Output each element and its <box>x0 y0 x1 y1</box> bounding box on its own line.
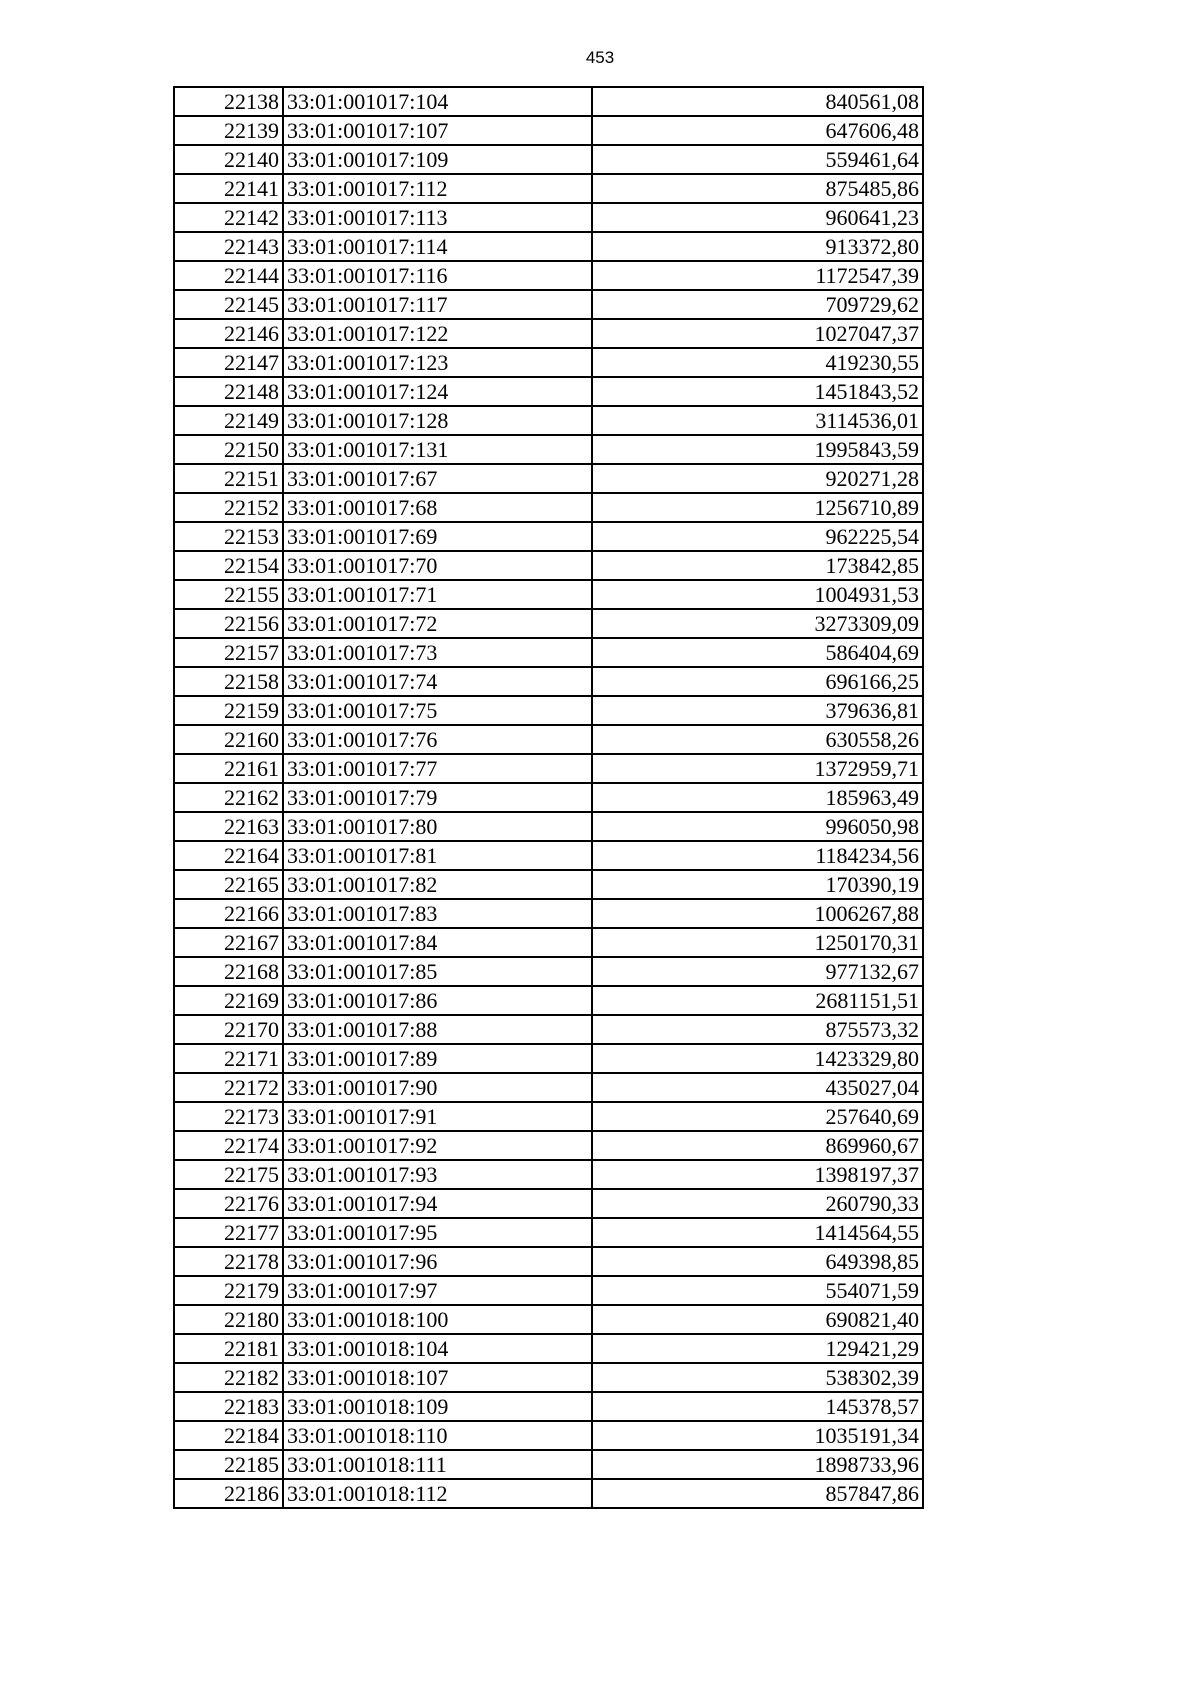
row-number-cell: 22152 <box>174 493 283 522</box>
row-number-cell: 22167 <box>174 928 283 957</box>
cadastral-number-cell: 33:01:001017:116 <box>283 261 592 290</box>
row-number-cell: 22179 <box>174 1276 283 1305</box>
row-number-cell: 22158 <box>174 667 283 696</box>
cadastral-value-cell: 1414564,55 <box>592 1218 923 1247</box>
page-number: 453 <box>585 48 615 67</box>
cadastral-value-cell: 920271,28 <box>592 464 923 493</box>
table-row <box>174 1334 923 1363</box>
cadastral-value-cell: 554071,59 <box>592 1276 923 1305</box>
cadastral-number-cell: 33:01:001017:109 <box>283 145 592 174</box>
cadastral-number-cell: 33:01:001017:94 <box>283 1189 592 1218</box>
table-row <box>174 667 923 696</box>
cadastral-value-cell: 257640,69 <box>592 1102 923 1131</box>
cadastral-value-cell: 1027047,37 <box>592 319 923 348</box>
row-number-cell: 22144 <box>174 261 283 290</box>
cadastral-value-cell: 379636,81 <box>592 696 923 725</box>
cadastral-number-cell: 33:01:001017:80 <box>283 812 592 841</box>
cadastral-number-cell: 33:01:001017:131 <box>283 435 592 464</box>
table-row <box>174 435 923 464</box>
cadastral-value-cell: 996050,98 <box>592 812 923 841</box>
table-row <box>174 1421 923 1450</box>
table-row <box>174 609 923 638</box>
table-row <box>174 551 923 580</box>
table-row <box>174 406 923 435</box>
row-number-cell: 22145 <box>174 290 283 319</box>
cadastral-number-cell: 33:01:001017:114 <box>283 232 592 261</box>
cadastral-value-table <box>173 86 924 1509</box>
row-number-cell: 22177 <box>174 1218 283 1247</box>
row-number-cell: 22180 <box>174 1305 283 1334</box>
cadastral-number-cell: 33:01:001017:74 <box>283 667 592 696</box>
cadastral-value-cell: 1398197,37 <box>592 1160 923 1189</box>
row-number-cell: 22161 <box>174 754 283 783</box>
cadastral-value-cell: 129421,29 <box>592 1334 923 1363</box>
table-row <box>174 1392 923 1421</box>
row-number-cell: 22165 <box>174 870 283 899</box>
cadastral-value-cell: 709729,62 <box>592 290 923 319</box>
row-number-cell: 22150 <box>174 435 283 464</box>
cadastral-number-cell: 33:01:001017:79 <box>283 783 592 812</box>
cadastral-value-cell: 1451843,52 <box>592 377 923 406</box>
cadastral-value-cell: 586404,69 <box>592 638 923 667</box>
table-row <box>174 377 923 406</box>
row-number-cell: 22175 <box>174 1160 283 1189</box>
table-row <box>174 638 923 667</box>
cadastral-number-cell: 33:01:001017:81 <box>283 841 592 870</box>
row-number-cell: 22173 <box>174 1102 283 1131</box>
row-number-cell: 22155 <box>174 580 283 609</box>
table-row <box>174 116 923 145</box>
cadastral-value-cell: 1184234,56 <box>592 841 923 870</box>
table-row <box>174 1015 923 1044</box>
cadastral-number-cell: 33:01:001017:71 <box>283 580 592 609</box>
row-number-cell: 22162 <box>174 783 283 812</box>
row-number-cell: 22153 <box>174 522 283 551</box>
cadastral-value-cell: 857847,86 <box>592 1479 923 1508</box>
cadastral-value-cell: 1035191,34 <box>592 1421 923 1450</box>
row-number-cell: 22174 <box>174 1131 283 1160</box>
cadastral-value-cell: 3273309,09 <box>592 609 923 638</box>
cadastral-number-cell: 33:01:001017:107 <box>283 116 592 145</box>
cadastral-number-cell: 33:01:001017:113 <box>283 203 592 232</box>
cadastral-number-cell: 33:01:001017:77 <box>283 754 592 783</box>
cadastral-value-cell: 419230,55 <box>592 348 923 377</box>
table-row <box>174 899 923 928</box>
cadastral-number-cell: 33:01:001017:89 <box>283 1044 592 1073</box>
cadastral-number-cell: 33:01:001017:90 <box>283 1073 592 1102</box>
cadastral-value-cell: 647606,48 <box>592 116 923 145</box>
table-row <box>174 841 923 870</box>
row-number-cell: 22164 <box>174 841 283 870</box>
row-number-cell: 22142 <box>174 203 283 232</box>
row-number-cell: 22172 <box>174 1073 283 1102</box>
table-row <box>174 1102 923 1131</box>
row-number-cell: 22171 <box>174 1044 283 1073</box>
cadastral-number-cell: 33:01:001017:70 <box>283 551 592 580</box>
row-number-cell: 22141 <box>174 174 283 203</box>
cadastral-value-cell: 977132,67 <box>592 957 923 986</box>
row-number-cell: 22176 <box>174 1189 283 1218</box>
cadastral-number-cell: 33:01:001017:86 <box>283 986 592 1015</box>
table-row <box>174 1131 923 1160</box>
table-row <box>174 986 923 1015</box>
cadastral-number-cell: 33:01:001018:112 <box>283 1479 592 1508</box>
table-row <box>174 464 923 493</box>
row-number-cell: 22186 <box>174 1479 283 1508</box>
table-row <box>174 145 923 174</box>
cadastral-number-cell: 33:01:001017:67 <box>283 464 592 493</box>
cadastral-value-cell: 260790,33 <box>592 1189 923 1218</box>
cadastral-number-cell: 33:01:001017:82 <box>283 870 592 899</box>
cadastral-value-cell: 1898733,96 <box>592 1450 923 1479</box>
row-number-cell: 22170 <box>174 1015 283 1044</box>
table-row <box>174 696 923 725</box>
cadastral-value-cell: 630558,26 <box>592 725 923 754</box>
row-number-cell: 22163 <box>174 812 283 841</box>
row-number-cell: 22178 <box>174 1247 283 1276</box>
cadastral-number-cell: 33:01:001017:104 <box>283 87 592 116</box>
cadastral-number-cell: 33:01:001018:107 <box>283 1363 592 1392</box>
table-row <box>174 348 923 377</box>
cadastral-number-cell: 33:01:001018:110 <box>283 1421 592 1450</box>
table-row <box>174 1073 923 1102</box>
cadastral-number-cell: 33:01:001017:97 <box>283 1276 592 1305</box>
table-row <box>174 1218 923 1247</box>
cadastral-number-cell: 33:01:001017:92 <box>283 1131 592 1160</box>
table-row <box>174 319 923 348</box>
cadastral-number-cell: 33:01:001017:68 <box>283 493 592 522</box>
row-number-cell: 22182 <box>174 1363 283 1392</box>
cadastral-value-cell: 1004931,53 <box>592 580 923 609</box>
cadastral-value-cell: 1006267,88 <box>592 899 923 928</box>
cadastral-value-cell: 840561,08 <box>592 87 923 116</box>
row-number-cell: 22160 <box>174 725 283 754</box>
table-row <box>174 87 923 116</box>
table-row <box>174 1247 923 1276</box>
table-row <box>174 290 923 319</box>
cadastral-number-cell: 33:01:001017:76 <box>283 725 592 754</box>
cadastral-number-cell: 33:01:001017:117 <box>283 290 592 319</box>
table-row <box>174 1363 923 1392</box>
cadastral-number-cell: 33:01:001018:100 <box>283 1305 592 1334</box>
table-row <box>174 957 923 986</box>
cadastral-number-cell: 33:01:001018:104 <box>283 1334 592 1363</box>
cadastral-value-cell: 962225,54 <box>592 522 923 551</box>
cadastral-value-cell: 185963,49 <box>592 783 923 812</box>
row-number-cell: 22143 <box>174 232 283 261</box>
table-row <box>174 870 923 899</box>
table-row <box>174 1160 923 1189</box>
table-row <box>174 1189 923 1218</box>
table-row <box>174 783 923 812</box>
cadastral-number-cell: 33:01:001017:91 <box>283 1102 592 1131</box>
cadastral-value-cell: 690821,40 <box>592 1305 923 1334</box>
row-number-cell: 22151 <box>174 464 283 493</box>
cadastral-number-cell: 33:01:001017:123 <box>283 348 592 377</box>
cadastral-value-cell: 1372959,71 <box>592 754 923 783</box>
table-row <box>174 1044 923 1073</box>
table-row <box>174 261 923 290</box>
table-row <box>174 493 923 522</box>
cadastral-number-cell: 33:01:001017:75 <box>283 696 592 725</box>
cadastral-number-cell: 33:01:001018:109 <box>283 1392 592 1421</box>
table-row <box>174 174 923 203</box>
table-row <box>174 812 923 841</box>
cadastral-number-cell: 33:01:001017:128 <box>283 406 592 435</box>
table-row <box>174 1479 923 1508</box>
table-row <box>174 754 923 783</box>
cadastral-value-cell: 3114536,01 <box>592 406 923 435</box>
row-number-cell: 22156 <box>174 609 283 638</box>
row-number-cell: 22185 <box>174 1450 283 1479</box>
cadastral-value-cell: 696166,25 <box>592 667 923 696</box>
table-row <box>174 203 923 232</box>
row-number-cell: 22181 <box>174 1334 283 1363</box>
row-number-cell: 22159 <box>174 696 283 725</box>
cadastral-value-cell: 960641,23 <box>592 203 923 232</box>
cadastral-value-cell: 538302,39 <box>592 1363 923 1392</box>
table-row <box>174 725 923 754</box>
cadastral-value-cell: 875485,86 <box>592 174 923 203</box>
cadastral-value-cell: 869960,67 <box>592 1131 923 1160</box>
row-number-cell: 22147 <box>174 348 283 377</box>
row-number-cell: 22169 <box>174 986 283 1015</box>
cadastral-value-cell: 559461,64 <box>592 145 923 174</box>
row-number-cell: 22154 <box>174 551 283 580</box>
row-number-cell: 22139 <box>174 116 283 145</box>
cadastral-value-cell: 1172547,39 <box>592 261 923 290</box>
cadastral-value-cell: 2681151,51 <box>592 986 923 1015</box>
cadastral-number-cell: 33:01:001017:84 <box>283 928 592 957</box>
row-number-cell: 22184 <box>174 1421 283 1450</box>
cadastral-number-cell: 33:01:001017:73 <box>283 638 592 667</box>
cadastral-number-cell: 33:01:001018:111 <box>283 1450 592 1479</box>
cadastral-value-cell: 1250170,31 <box>592 928 923 957</box>
table-row <box>174 580 923 609</box>
row-number-cell: 22148 <box>174 377 283 406</box>
cadastral-value-cell: 173842,85 <box>592 551 923 580</box>
data-table-container <box>173 86 924 1509</box>
cadastral-number-cell: 33:01:001017:95 <box>283 1218 592 1247</box>
table-row <box>174 1305 923 1334</box>
cadastral-number-cell: 33:01:001017:112 <box>283 174 592 203</box>
row-number-cell: 22168 <box>174 957 283 986</box>
cadastral-number-cell: 33:01:001017:124 <box>283 377 592 406</box>
cadastral-value-cell: 1256710,89 <box>592 493 923 522</box>
cadastral-number-cell: 33:01:001017:83 <box>283 899 592 928</box>
cadastral-number-cell: 33:01:001017:88 <box>283 1015 592 1044</box>
table-body <box>174 87 923 1508</box>
cadastral-number-cell: 33:01:001017:72 <box>283 609 592 638</box>
cadastral-number-cell: 33:01:001017:96 <box>283 1247 592 1276</box>
row-number-cell: 22166 <box>174 899 283 928</box>
cadastral-value-cell: 145378,57 <box>592 1392 923 1421</box>
row-number-cell: 22157 <box>174 638 283 667</box>
cadastral-value-cell: 1423329,80 <box>592 1044 923 1073</box>
table-row <box>174 1450 923 1479</box>
row-number-cell: 22146 <box>174 319 283 348</box>
cadastral-value-cell: 170390,19 <box>592 870 923 899</box>
cadastral-number-cell: 33:01:001017:93 <box>283 1160 592 1189</box>
cadastral-value-cell: 875573,32 <box>592 1015 923 1044</box>
row-number-cell: 22140 <box>174 145 283 174</box>
cadastral-value-cell: 435027,04 <box>592 1073 923 1102</box>
table-row <box>174 522 923 551</box>
cadastral-number-cell: 33:01:001017:122 <box>283 319 592 348</box>
table-row <box>174 928 923 957</box>
cadastral-value-cell: 649398,85 <box>592 1247 923 1276</box>
cadastral-number-cell: 33:01:001017:85 <box>283 957 592 986</box>
cadastral-value-cell: 913372,80 <box>592 232 923 261</box>
table-row <box>174 1276 923 1305</box>
cadastral-number-cell: 33:01:001017:69 <box>283 522 592 551</box>
row-number-cell: 22138 <box>174 87 283 116</box>
row-number-cell: 22183 <box>174 1392 283 1421</box>
table-row <box>174 232 923 261</box>
cadastral-value-cell: 1995843,59 <box>592 435 923 464</box>
row-number-cell: 22149 <box>174 406 283 435</box>
